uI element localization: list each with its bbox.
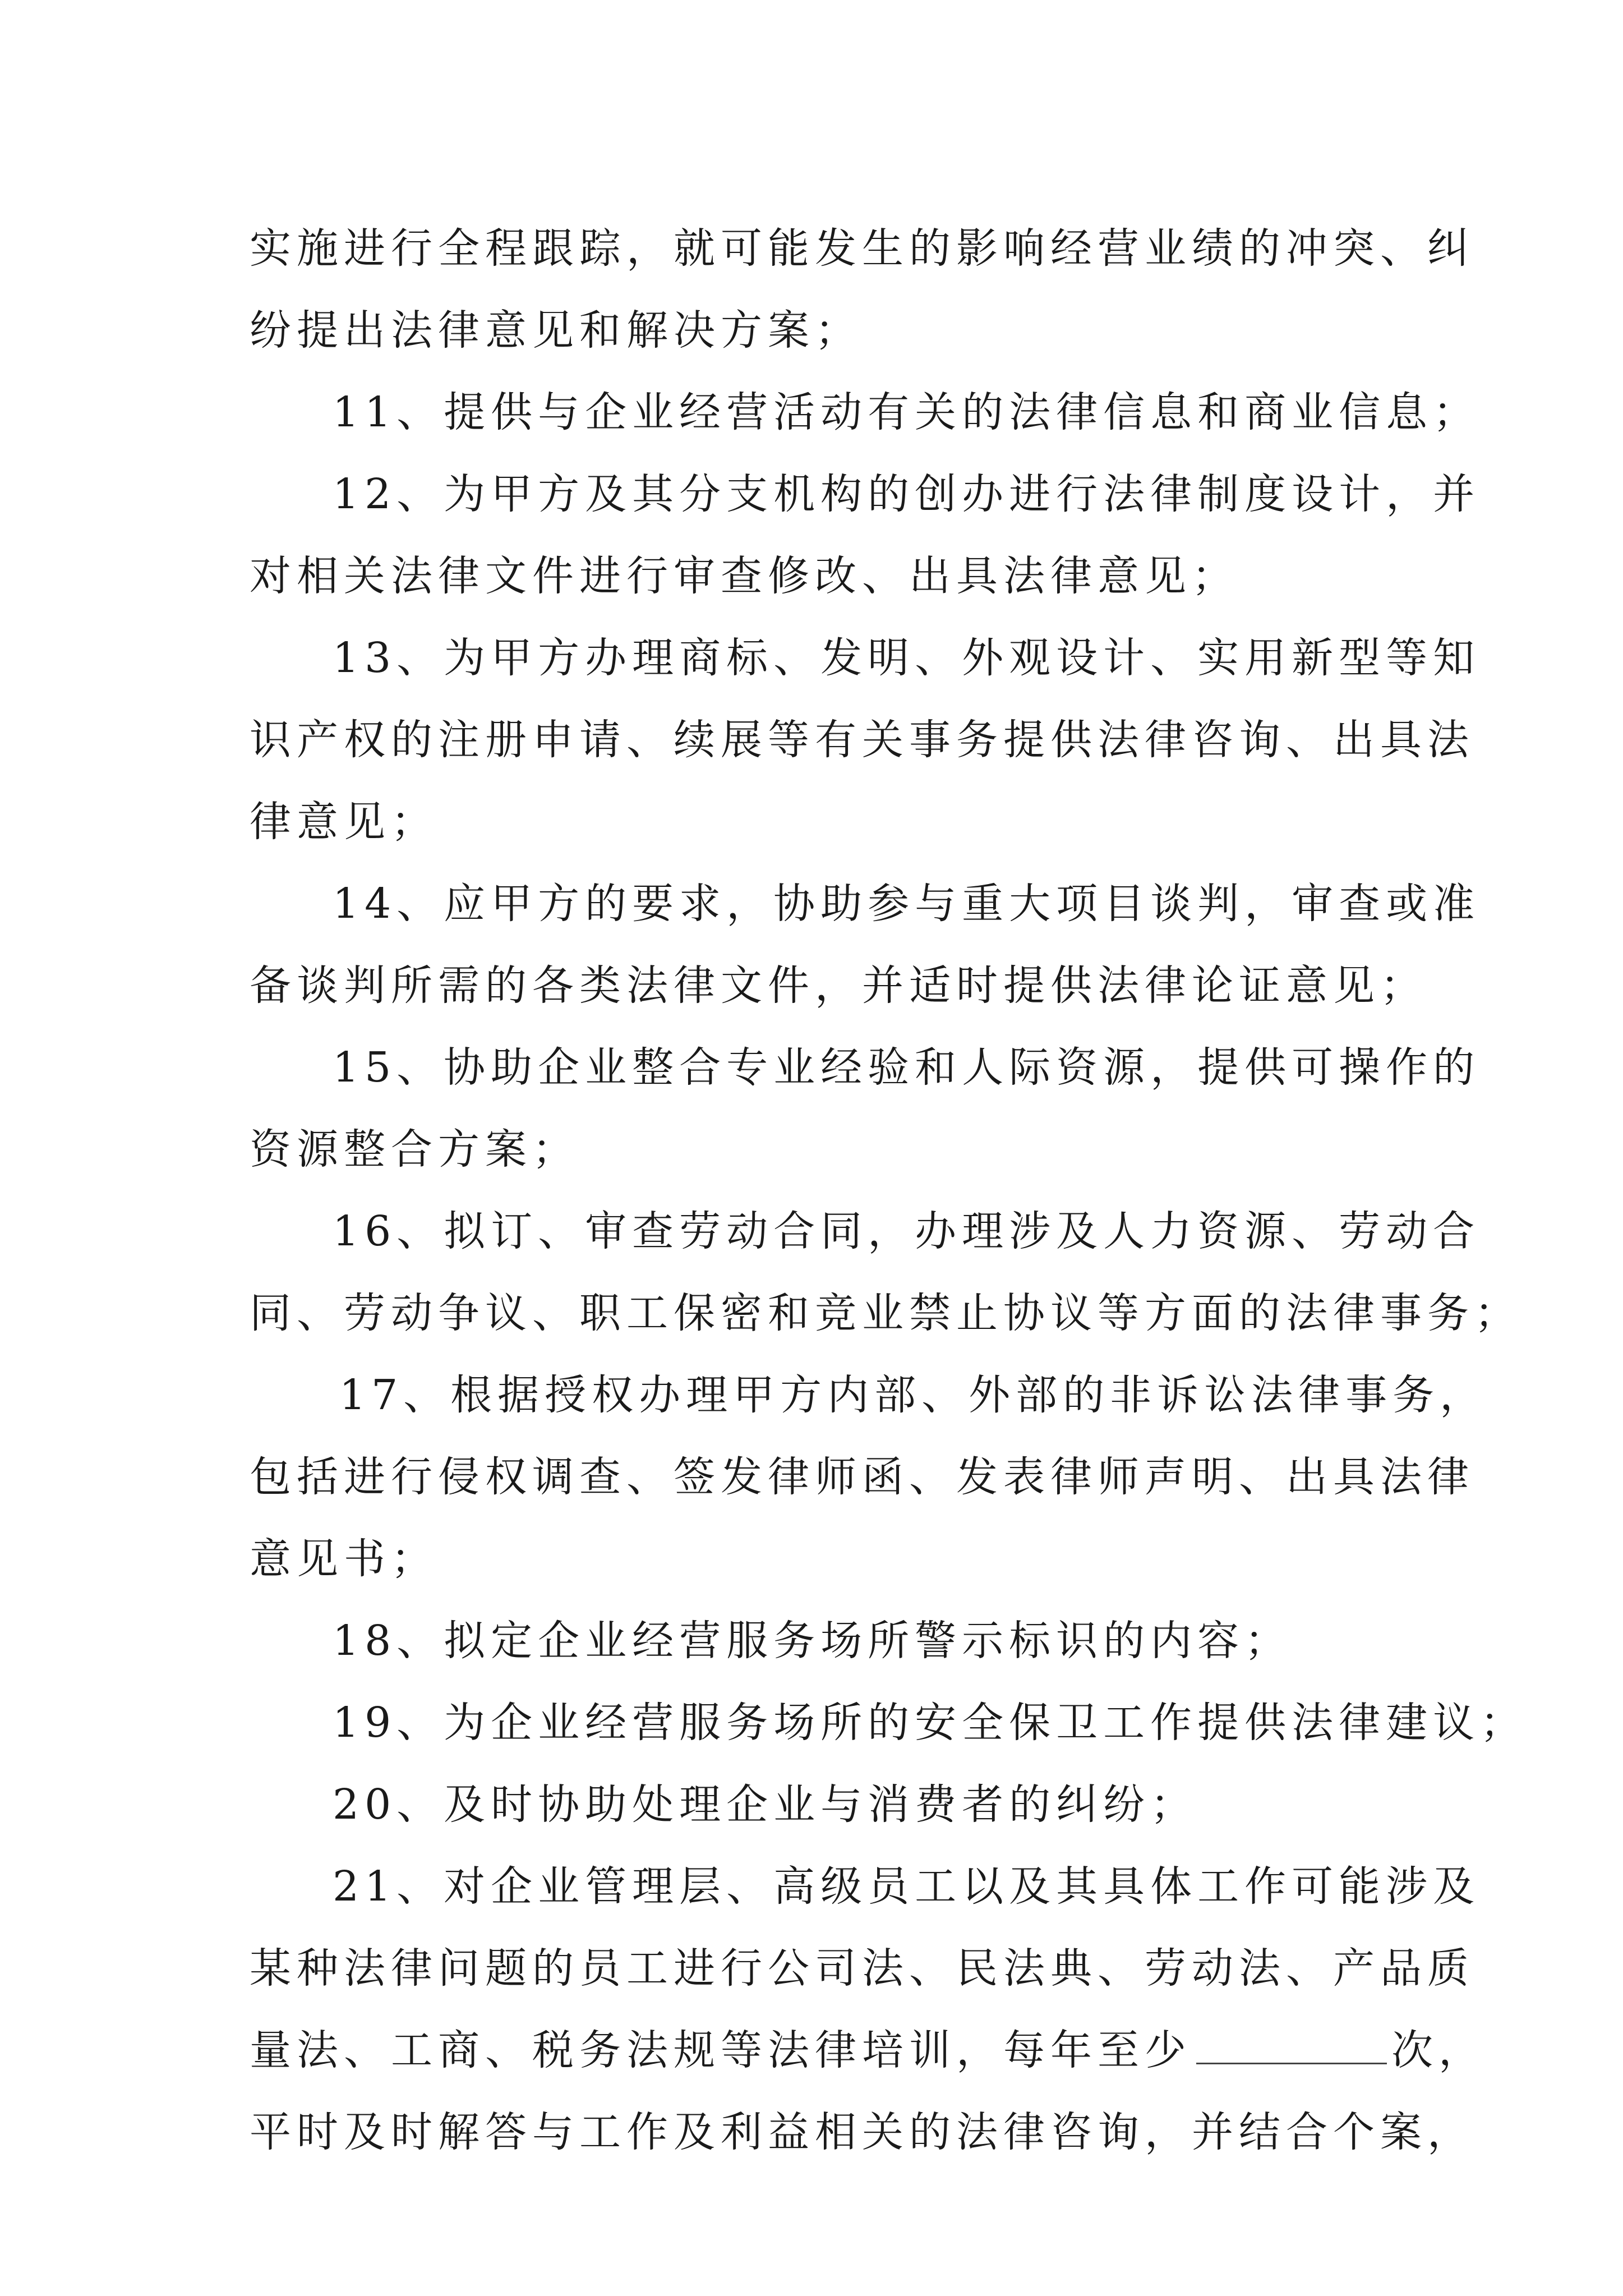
text-line: 资源整合方案； <box>250 1125 579 1174</box>
list-item-19: 19、为企业经营服务场所的安全保卫工作提供法律建议； <box>333 1699 1528 1747</box>
text-line: 意见书； <box>250 1535 438 1583</box>
list-item-14: 14、应甲方的要求，协助参与重大项目谈判，审查或准 <box>333 880 1481 928</box>
document-page <box>250 208 1528 2173</box>
list-item-18: 18、拟定企业经营服务场所警示标识的内容； <box>333 1617 1292 1665</box>
text-line: 实施进行全程跟踪，就可能发生的影响经营业绩的冲突、纠 <box>250 224 1474 273</box>
list-item-11: 11、提供与企业经营活动有关的法律信息和商业信息； <box>333 388 1481 436</box>
text-line: 同、劳动争议、职工保密和竞业禁止协议等方面的法律事务； <box>250 1289 1521 1337</box>
text-segment: 次， <box>1391 2026 1486 2074</box>
text-segment: 量法、工商、税务法规等法律培训，每年至少 <box>250 2026 1192 2074</box>
list-item-21: 21、对企业管理层、高级员工以及其具体工作可能涉及 <box>333 1862 1481 1911</box>
list-item-12: 12、为甲方及其分支机构的创办进行法律制度设计，并 <box>333 470 1481 518</box>
list-item-13: 13、为甲方办理商标、发明、外观设计、实用新型等知 <box>333 634 1481 682</box>
fill-in-blank <box>1196 2021 1387 2064</box>
text-line: 包括进行侵权调查、签发律师函、发表律师声明、出具法律 <box>250 1453 1474 1501</box>
list-item-15: 15、协助企业整合专业经验和人际资源，提供可操作的 <box>333 1043 1481 1092</box>
text-line: 某种法律问题的员工进行公司法、民法典、劳动法、产品质 <box>250 1944 1474 1993</box>
text-line: 纷提出法律意见和解决方案； <box>250 306 862 355</box>
text-line: 平时及时解答与工作及利益相关的法律咨询，并结合个案， <box>250 2108 1474 2156</box>
text-line: 识产权的注册申请、续展等有关事务提供法律咨询、出具法 <box>250 716 1474 764</box>
list-item-16: 16、拟订、审查劳动合同，办理涉及人力资源、劳动合 <box>333 1207 1481 1255</box>
list-item-17: 17、根据授权办理甲方内部、外部的非诉讼法律事务， <box>339 1371 1487 1419</box>
list-item-20: 20、及时协助处理企业与消费者的纠纷； <box>333 1780 1198 1829</box>
text-line: 备谈判所需的各类法律文件，并适时提供法律论证意见； <box>250 961 1427 1010</box>
text-line-with-blank <box>250 2009 1486 2091</box>
text-line: 律意见； <box>250 798 438 846</box>
text-line: 对相关法律文件进行审查修改、出具法律意见； <box>250 552 1239 600</box>
